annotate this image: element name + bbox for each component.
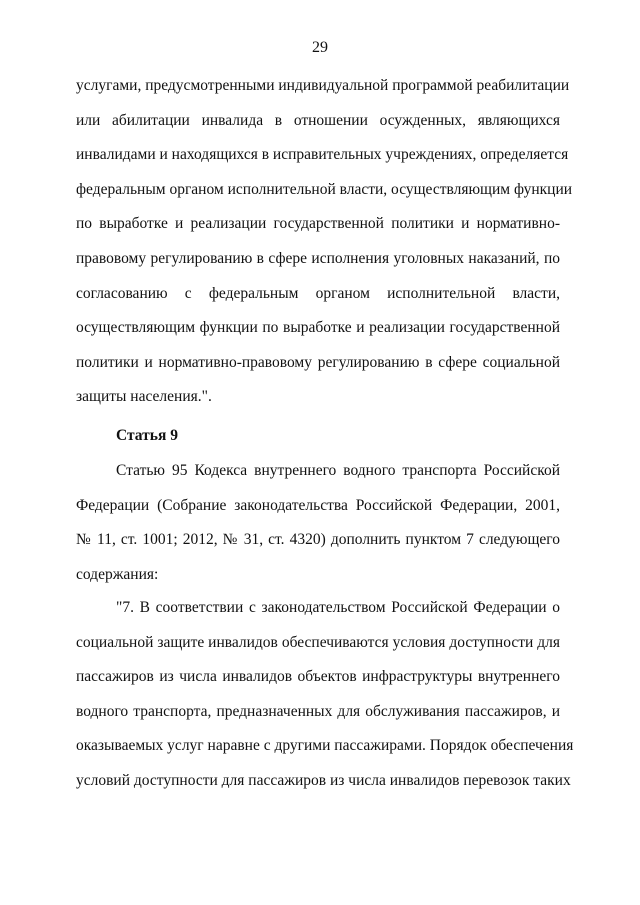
paragraph-1 bbox=[76, 69, 573, 415]
paragraph-1-line: или абилитации инвалида в отношении осужденных, являющихся bbox=[76, 111, 560, 129]
paragraph-1-line: осуществляющим функции по выработке и реализации государственной bbox=[76, 319, 560, 337]
paragraph-3-line: "7. В соответствии с законодательством Российской Федерации о bbox=[116, 599, 560, 616]
paragraph-1-line: по выработке и реализации государственной политики и нормативно- bbox=[76, 215, 560, 233]
paragraph-2-line: № 11, ст. 1001; 2012, № 31, ст. 4320) дополнить пунктом 7 следующего bbox=[76, 531, 560, 549]
paragraph-2-line: содержания: bbox=[76, 565, 159, 583]
paragraph-1-line: федеральным органом исполнительной власти, осуществляющим функции bbox=[76, 180, 573, 198]
paragraph-2-line: Статью 95 Кодекса внутреннего водного транспорта Российской bbox=[116, 462, 560, 479]
paragraph-3-line: оказываемых услуг наравне с другими пассажирами. Порядок обеспечения bbox=[76, 737, 574, 755]
page-number: 29 bbox=[312, 39, 328, 56]
paragraph-3-line: условий доступности для пассажиров из числа инвалидов перевозок таких bbox=[76, 771, 571, 789]
paragraph-1-line: согласованию с федеральным органом исполнительной власти, bbox=[76, 284, 560, 302]
paragraph-3-line: пассажиров из числа инвалидов объектов инфраструктуры внутреннего bbox=[76, 668, 560, 686]
paragraph-3-line: социальной защите инвалидов обеспечиваются условия доступности для bbox=[76, 633, 560, 651]
paragraph-2-line: Федерации (Собрание законодательства Российской Федерации, 2001, bbox=[76, 496, 560, 514]
paragraph-2 bbox=[76, 454, 560, 592]
paragraph-1-line: защиты населения.". bbox=[76, 388, 212, 406]
paragraph-1-line: услугами, предусмотренными индивидуальной программой реабилитации bbox=[76, 77, 570, 94]
paragraph-3-line: водного транспорта, предназначенных для обслуживания пассажиров, и bbox=[76, 702, 560, 720]
paragraph-3 bbox=[76, 591, 574, 799]
paragraph-1-line: инвалидами и находящихся в исправительных учреждениях, определяется bbox=[76, 146, 569, 164]
paragraph-1-line: правовому регулированию в сфере исполнения уголовных наказаний, по bbox=[76, 249, 560, 267]
article-heading: Статья 9 bbox=[116, 427, 178, 444]
paragraph-1-line: политики и нормативно-правовому регулированию в сфере социальной bbox=[76, 353, 560, 371]
